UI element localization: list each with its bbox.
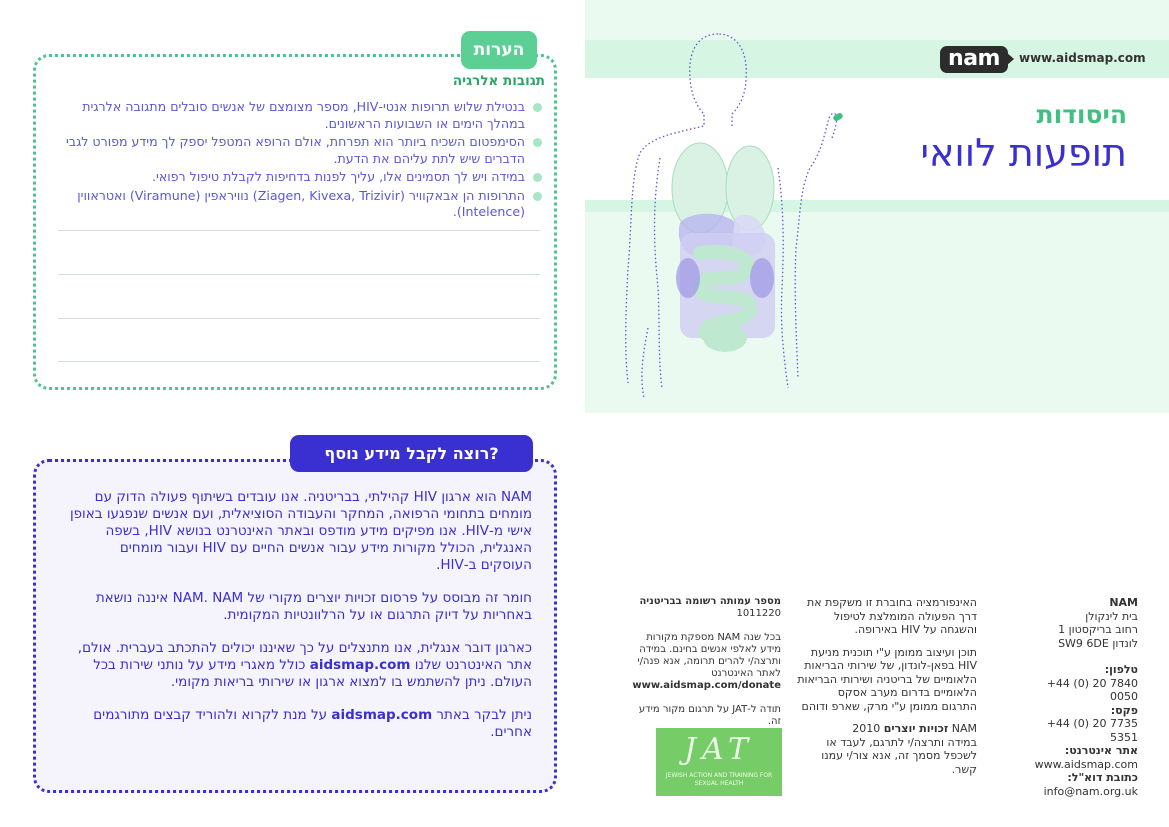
note-line [58,274,540,275]
charity-label: מספר עמותה רשומה בבריטניה [639,596,781,607]
jat-tagline: JEWISH ACTION AND TRAINING FOR SEXUAL HEALTH [665,772,773,787]
email-link[interactable]: info@nam.org.uk [1043,784,1138,798]
contact-column [1018,596,1138,798]
org-name: NAM [1109,596,1138,609]
notes-list [58,99,542,223]
info-paragraph: NAM הוא ארגון HIV קהילתי, בבריטניה. אנו עובדים בשיתוף פעולה הדוק עם מומחים בתחומי הרפואה, המחקר והעבודה הסוציאלית, ועם אנשים שנפגעו באופן אישי מ-HIV. אנו מפיקים מידע מודפס ובאתר האינטרנט בנושא HIV, בשפה האנגלית, הכולל מקורות מידע עבור אנשים החיים עם HIV ועבור מומחים העוסקים ב-HIV. [69,489,532,573]
phone-label: טלפון: [1104,663,1138,676]
copyright-line: NAM זכויות יוצרים 2010 [852,722,977,735]
nam-logo: nam [940,46,1008,73]
nam-logo-arrow-icon [1006,52,1014,66]
email-label: כתובת דוא"ל: [1067,771,1138,784]
bullet-icon [533,173,542,182]
note-line [58,318,540,319]
phone-number: +44 (0) 20 7840 0050 [1046,676,1138,703]
address-line: בית לינקולן [1085,609,1138,623]
list-item: התרופות הן אבאקוויר (Ziagen, Kivexa, Trizivir) נוויראפין (Viramune) ואטראווין (Intelence). [58,188,542,221]
aidsmap-link[interactable]: aidsmap.com [309,657,411,673]
info-paragraph: כארגון דובר אנגלית, אנו מתנצלים על כך שאיננו יכולים להתכתב בעברית. אולם, אתר האינטרנט שלנו aidsmap.com כולל מאגרי מידע על נותני שירות בכל העולם. ניתן להשתמש בו למצוא ארגון או שירותי בריאות מקומי. [77,640,532,690]
credits-paragraph: תוכן ועיצוב ממומן ע"י תוכנית מניעת HIV בפאן-לונדון, של שירותי הבריאות הלאומיים של בריטניה ושירותי הבריאות הלאומיים בדרום מערב אסקס [797,645,977,699]
body-illustration [600,28,860,413]
aidsmap-link[interactable]: aidsmap.com [331,707,433,723]
address-line: לונדון SW9 6DE [1058,636,1138,650]
bullet-icon [533,138,542,147]
charity-column [631,596,781,728]
list-item: בנטילת שלוש תרופות אנטי-HIV, מספר מצומצם של אנשים סובלים מתגובה אלרגית במהלך הימים או השבועות הראשונים. [58,99,542,132]
info-paragraph: חומר זה מבוסס על פרסום זכויות יוצרים מקורי של NAM. NAM איננה נושאת באחריות על דיוק התרגום או על הרלוונטיות המקומית. [95,590,532,623]
fax-number: +44 (0) 20 7735 5351 [1046,717,1138,744]
notes-tab: הערות [461,31,537,69]
bullet-icon [533,103,542,112]
web-link[interactable]: www.aidsmap.com [1034,757,1138,771]
bullet-icon [533,192,542,201]
credits-paragraph: התרגום ממומן ע"י מרק, שארפ ודוהם [801,699,977,713]
credits-paragraph: במידה ותרצה/י לתרגם, לעבד או לשכפל מסמך זה, אנא צור/י עמנו קשר. [821,735,977,776]
jat-logo [656,728,782,796]
info-paragraph: ניתן לבקר באתר aidsmap.com על מנת לקרוא ולהוריד קבצים מתורגמים אחרים. [93,707,532,740]
fax-label: פקס: [1110,703,1138,717]
charity-number: 1011220 [736,608,781,619]
donate-paragraph: בכל שנה NAM מספקת מקורות מידע לאלפי אנשים בחינם. במידה ותרצה/י להרים תרומה, אנא פנה/י לאתר האינטרנט [637,632,781,679]
cover-title: תופעות לוואי [920,131,1127,175]
list-item: הסימפטום השכיח ביותר הוא תפרחת, אולם הרופא המטפל יספק לך מידע מפורט לגבי הדברים שיש לתת עליהם את הדעת. [58,134,542,167]
credits-column [797,596,977,776]
cover-subtitle: היסודות [1036,100,1127,129]
address-line: רחוב בריקסטון 1 [1058,623,1138,636]
note-line [58,230,540,231]
list-item: במידה ויש לך תסמינים אלו, עליך לפנות בדחיפות לקבלת טיפול רפואי. [58,169,542,186]
web-label: אתר אינטרנט: [1064,744,1138,757]
notes-heading: תגובות אלרגיה [452,73,545,89]
credits-paragraph: האינפורמציה בחוברת זו משקפת את דרך הפעולה המומלצת לטיפול והשגחה על HIV באירופה. [806,596,977,636]
donate-link[interactable]: www.aidsmap.com/donate [632,680,781,691]
info-tab: רוצה לקבל מידע נוסף? [290,435,533,472]
thanks-line: תודה ל-JAT על תרגום מקור מידע זה. [638,704,781,727]
site-url[interactable]: www.aidsmap.com [1019,51,1146,65]
jat-logo-text: JAT [683,732,755,767]
note-line [58,361,540,362]
